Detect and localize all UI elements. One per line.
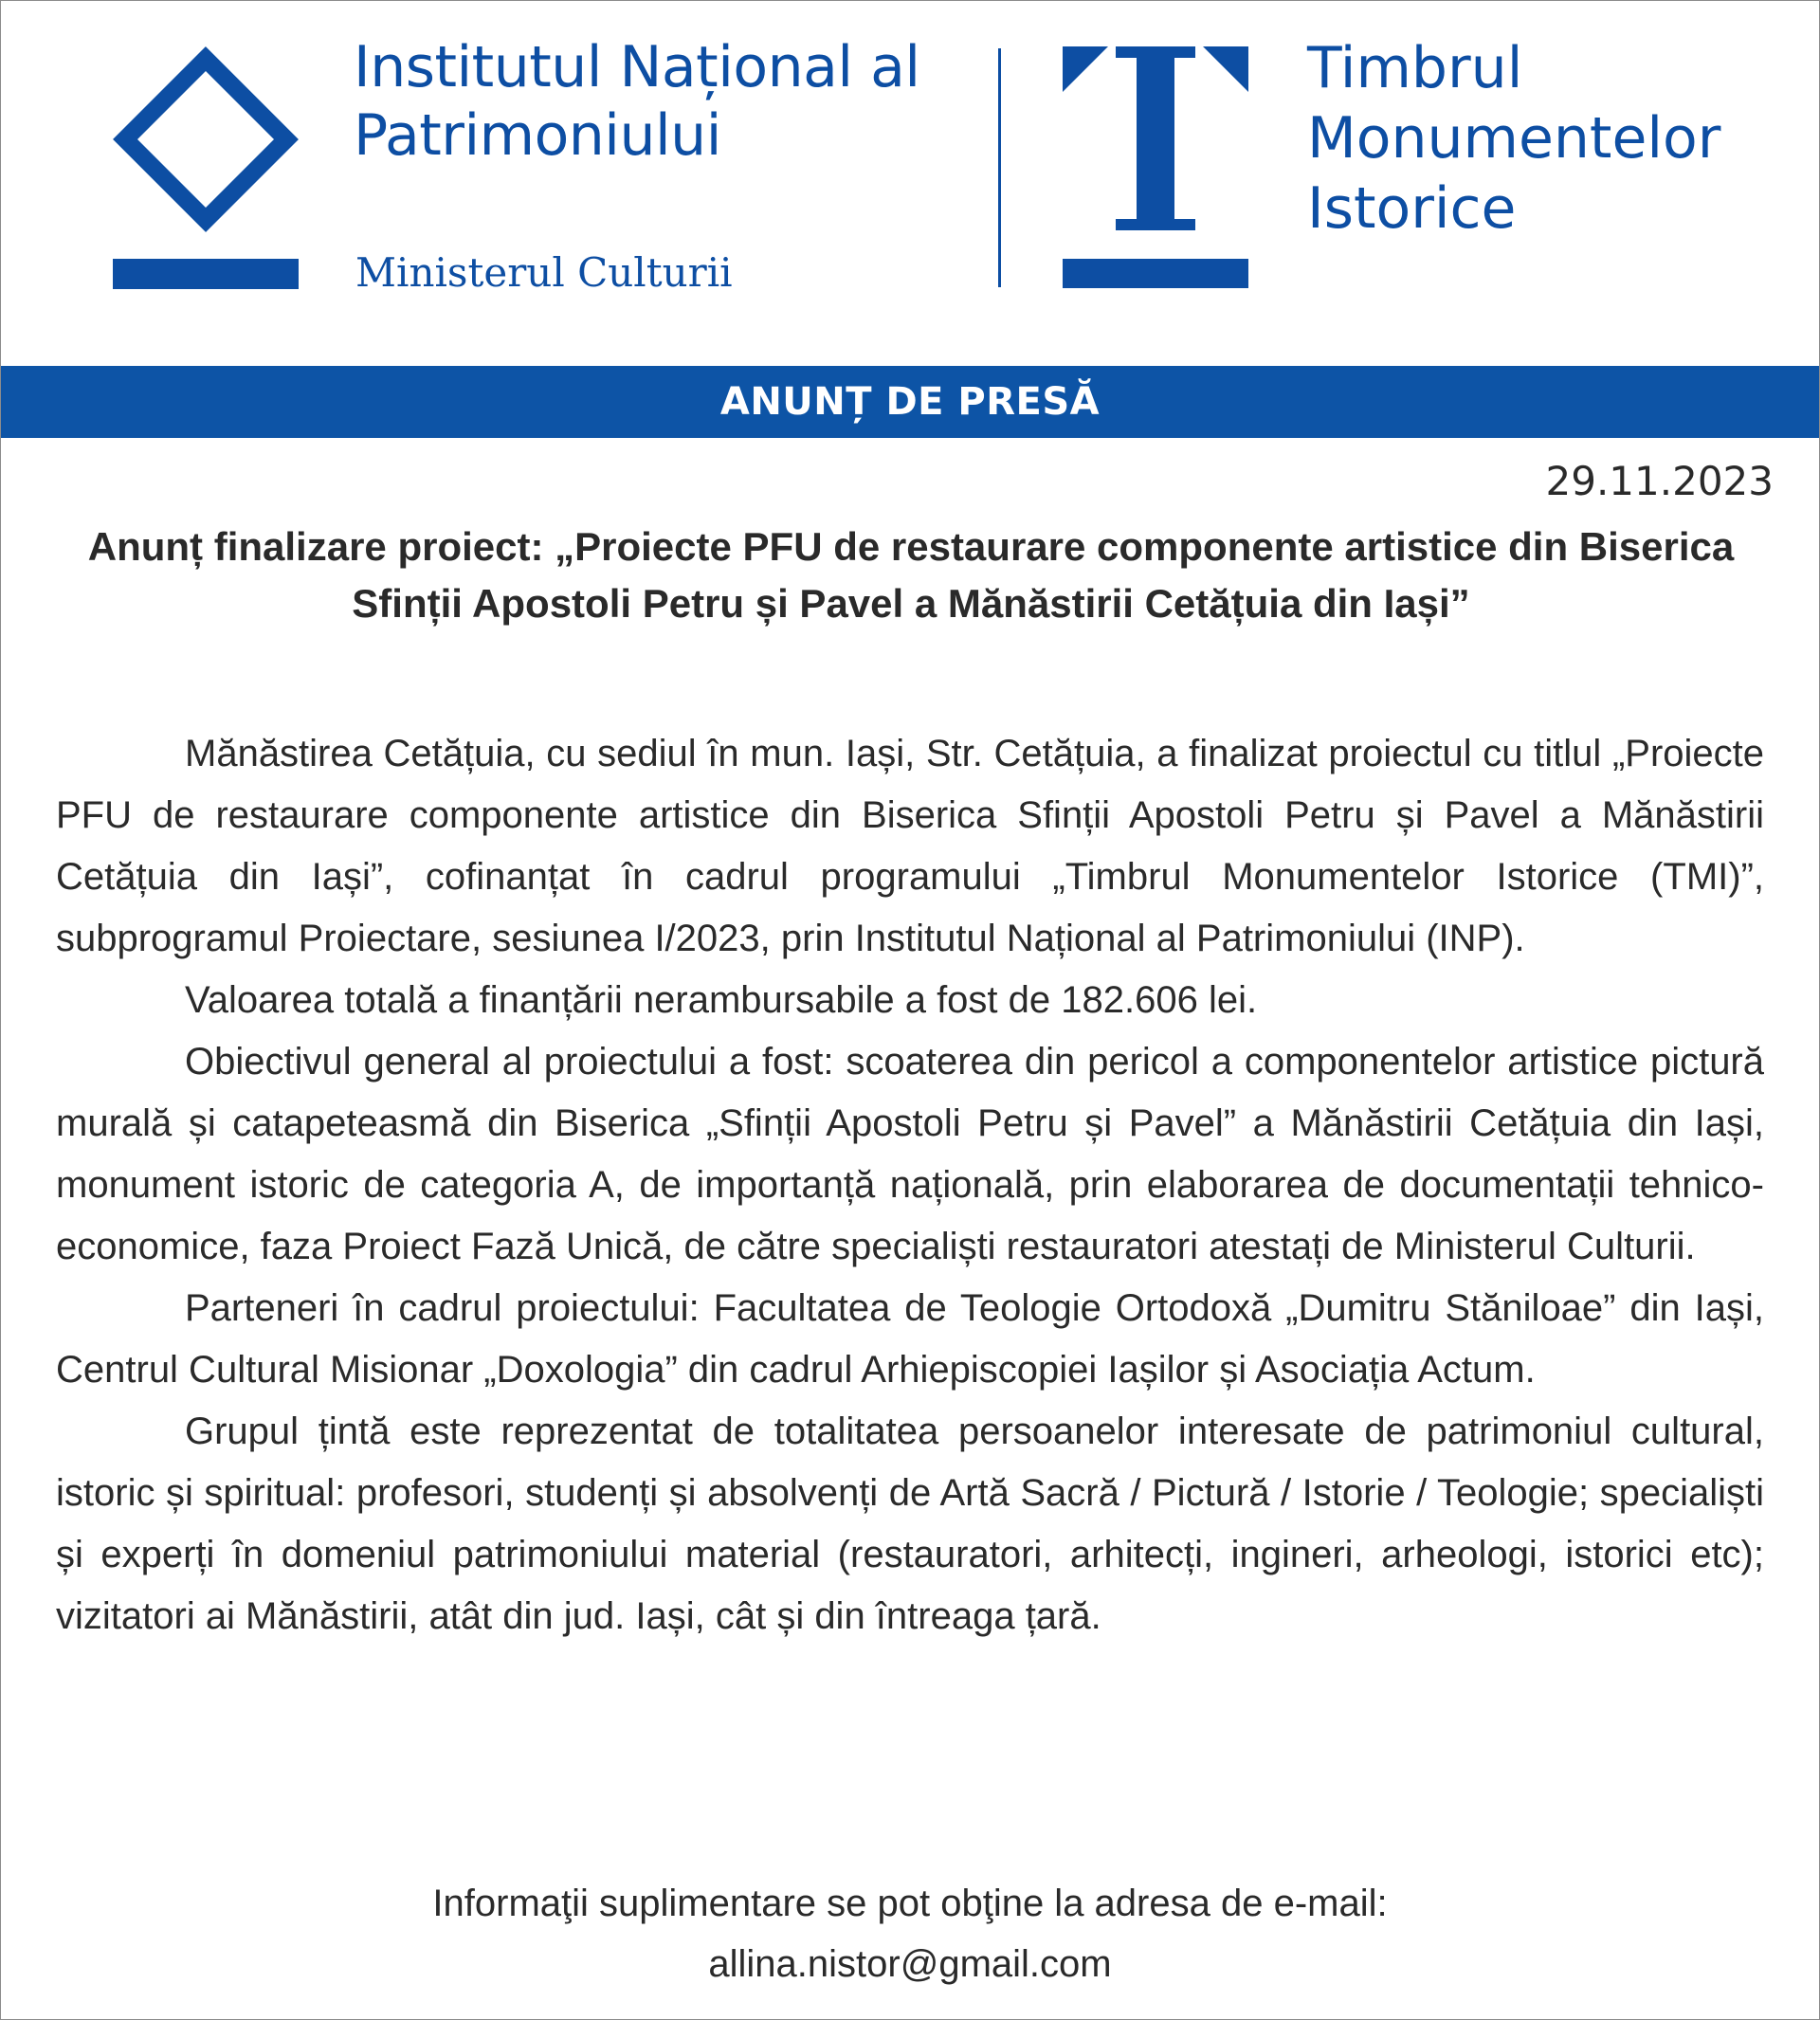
- paragraph: Valoarea totală a finanțării nerambursabile a fost de 182.606 lei.: [185, 979, 1258, 1021]
- inp-diamond-logo-icon: [113, 46, 299, 289]
- press-release-banner: [1, 366, 1819, 438]
- tmi-title-line1: Timbrul: [1307, 35, 1523, 101]
- contact-text: Informaţii suplimentare se pot obţine la adresa de e-mail:: [432, 1883, 1388, 1924]
- contact-block: [1, 1873, 1819, 1994]
- inp-title-line1: Institutul Național al: [354, 34, 920, 100]
- paragraph: Grupul țintă este reprezentat de totalitatea persoanelor interesate de patrimoniul cultural, istoric și spiritual: profesori, studenți și absolvenți de Artă Sacră / Pictură / Istorie / Teologie; specialiști și experți în domeniul patrimoniului material (restauratori, arhitecți, ingineri, arheologi, istorici etc); vizitatori ai Mănăstirii, atât din jud. Iași, cât și din întreaga țară.: [56, 1410, 1764, 1637]
- inp-subtitle: Ministerul Culturii: [355, 249, 733, 296]
- body-text: [56, 723, 1764, 1647]
- release-date: 29.11.2023: [1545, 458, 1774, 504]
- tmi-title-line3: Istorice: [1307, 175, 1517, 242]
- header-divider: [998, 48, 1001, 287]
- tmi-title: [1307, 33, 1720, 244]
- banner-label: ANUNȚ DE PRESĂ: [719, 380, 1101, 424]
- paragraph: Obiectivul general al proiectului a fost: scoaterea din pericol a componentelor artistice pictură murală și catapeteasmă din Biserica „Sfinții Apostoli Petru și Pavel” a Mănăstirii Cetățuia din Iași, monument istoric de categoria A, de importanță națională, prin elaborarea de documentații tehnico-economice, faza Proiect Fază Unică, de către specialiști restauratori atestați de Ministerul Culturii.: [56, 1041, 1764, 1267]
- paragraph: Mănăstirea Cetățuia, cu sediul în mun. Iași, Str. Cetățuia, a finalizat proiectul cu titlul „Proiecte PFU de restaurare componente artistice din Biserica Sfinții Apostoli Petru și Pavel a Mănăstirii Cetățuia din Iași”, cofinanțat în cadrul programului „Timbrul Monumentelor Istorice (TMI)”, subprogramul Proiectare, sesiunea I/2023, prin Institutul Național al Patrimoniului (INP).: [56, 733, 1764, 959]
- contact-email[interactable]: allina.nistor@gmail.com: [708, 1943, 1112, 1985]
- inp-title: [354, 33, 960, 170]
- tmi-title-line2: Monumentelor: [1307, 105, 1721, 172]
- tmi-letter-t-logo-icon: [1063, 46, 1248, 288]
- inp-title-line2: Patrimoniului: [354, 102, 721, 169]
- paragraph: Parteneri în cadrul proiectului: Facultatea de Teologie Ortodoxă „Dumitru Stăniloae” din Iași, Centrul Cultural Misionar „Doxologia” din cadrul Arhiepiscopiei Iașilor și Asociația Actum.: [56, 1287, 1764, 1391]
- headline: Anunț finalizare proiect: „Proiecte PFU de restaurare componente artistice din Biserica Sfinții Apostoli Petru și Pavel a Mănăstirii Cetățuia din Iași”: [87, 524, 1735, 626]
